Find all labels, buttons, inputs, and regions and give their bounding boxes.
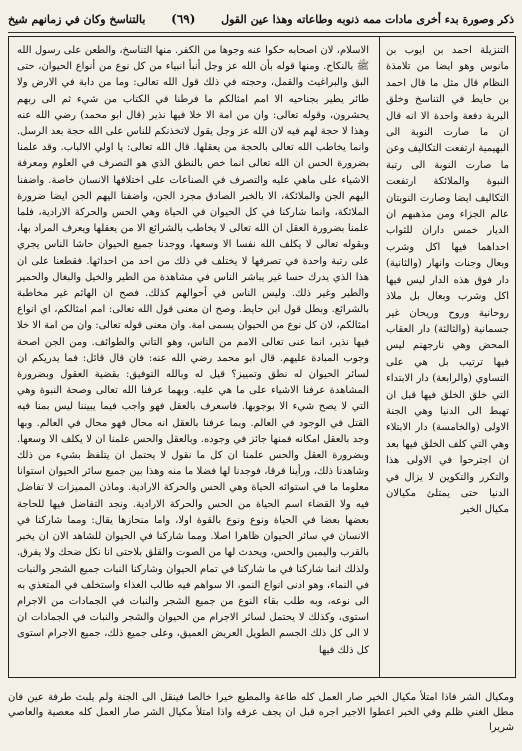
footer-text: ومكيال الشر فاذا امتلأ مكيال الخير صار العمل كله طاعة والمطيع خيرا خالصا فينقل الى الجنة ولم يلبث طرفة عين فان مطل الغني ظلم وفي الخبر اعطوا الاجير اجره قبل ان يجف عرقه واذا امتلأ مكيال الشر صار العمل كله معصية والعاصي شريرا: [8, 692, 514, 733]
page-number: (٦٩): [171, 12, 196, 26]
side-column-heading: بالتناسخ وكان في زمانهم شيخ: [8, 12, 146, 26]
main-body-text: الاسلام، لان اصحابه حكوا عنه وجوها من الكفر. منها التناسخ، والطعن على رسول الله ﷺ بالنكاح. ومنها قوله بأن الله عز وجل أنبأ انبياء من كل نوع من أنواع الحيوان، حتى البق والبراغيث والقمل، وحجته في ذلك قول الله تعالى: وما من دابة في الارض ولا طائر يطير بجناحيه الا امم امثالكم ما فرطنا في الكتاب من شيء ثم الى ربهم يحشرون، وقوله تعالى: وان من امة الا خلا فيها نذير (قال ابو محمد) رضي الله عنه وهذا لا حجة لهم فيه لان الله عز وجل يقول لاتخذنكم للناس على الله حجة بعد الرسل. وانما يخاطب الله تعالى بالحجة من يعقلها. قال الله تعالى: يا اولي الالباب. وقد علمنا بضرورة الحس ان الله تعالى انما خص بالنطق الذي هو التصرف في العلوم ومعرفة الاشياء على ماهي عليه والتصرف في الصناعات على اختلافها الانسان خاصة. واضفنا اليهم الجن والملائكة، الا بالخبر الصادق مجرد الجن، واضفنا اليهم الجن ايضا ضرورة الملائكة، وانما شاركنا في كل الحيوان في الحياة وهي الحس والحركة الارادية، فلما علمنا بضرورة العقل ان الله تعالى لا يخاطب بالشرائع الا من يعقلها ويعرف المراد بها، وبقوله تعالى لا يكلف الله نفسا الا وسعها، ووجدنا جميع الحيوان حاشا الناس يجري على رتبة واحدة في تصرفها لا يختلف في ذلك من احد من احداثها. فقطعنا على ان هذا الذي يدرك حسا غير يباشر الناس في مشاهدة من الطير والخيل والبغال والحمير والطير وغير ذلك. وليس الناس في أحوالهم كذلك. فصح ان الهائم غير مخاطبة بالشرائع. وبطل قول ابن حايط. وصح ان معنى قول الله تعالى: امم امثالكم، اي انواع امثالكم، لان كل نوع من الحيوان يسمى امة. وان معنى قوله تعالى: وان من امة الا خلا فيها نذير، انما عنى تعالى الامم من الناس، وهو التاني والطوائف. ومن الجن اصحة وجوب المبادة عليهم. قال ابو محمد رضي الله عنه: فان قال قائل: فما يدريكم ان لسائر الحيوان له نطق وتمييز؟ قيل له وبالله التوفيق: بقضية العقول وبضرورة المشاهدة عرفنا الاشياء على ما هي عليه. وبهما عرفنا الله تعالى وصحة النبوة وهي التي لا يصح شيء الا بوجوبها. فاسعرف بالعقل فهو واجب فيما يبيننا ليس بمنا فيه القتل في الوجود في العالم. وبما عرفنا بالعقل انه محال فهو محال في العالم. وبها وجد بالعقل امكانه فمنها جائز في وجوده. وبالعقل والحس علمنا ان لا يكلف الا وسعها. وبضرورة العقل والحس علمنا ان كل ما نقول لا يحتمل ان يتلفظ بشيء من ذلك وشاهدنا ذلك، ورأينا فرقا، فوجدنا لها فضلا ما منه وهذا بين جميع سائر الحيوان استوانا معلوما ما في استوائه الحياة وهي الحس والحركة الارادية. وماذن المميزات لا تفاضل فيه ولا القضاء اسم الحياة من الحس والحركة الارادية. ونجد التفاضل فيها للحاجة بعضها بعضا في الحياة ونوع ونوع بالقوة اولا، واما منحازها يقال: ومما شاركنا في الانسان في سائر الحيوان ظاهرا اصلا. ومما شاركنا في الحيوان للشاهد الان ان يخبر بالقرب واليمين والحس، ويحدث لها من الصوت والقلق بلاحتى انا نكل ضحك ولا يفرق. ولذلك انما شاركنا في ما شاركنا في تمام الحيوان وشاركنا النبات جميع الشجر والنبات في النماء، وهو ادنى انواع النمو، الا سواهم فيه طالب الغذاء واستخلف في المتغذي به الى نوعه، وبه طلب بقاء النوع من جميع الشجر والنبات في الجمادات من الاجرام استوى، وكذلك لا يحتمل لسائر الاجرام من الحيوان والشجر والنبات في الجمادات ان لا الى كل ذلك الجسم الطويل العريض العميق، وعلى جميع ذلك، جميع الاجرام استوى كل ذلك فيها: [17, 45, 369, 656]
margin-commentary-text: التنزيلة احمد بن ايوب بن مانوس وهو ايضا من تلامذة النظام قال مثل ما قال احمد بن حايط في التناسخ وخلق البرية دفعة واحدة الا انه قال ان ما صارت النوبة الى البهيمية ارتفعت التكاليف وعن ما صارت النوبة الى رتبة النبوة والملائكة ارتفعت التكاليف ايضا وصارت النوبتان عالم الجزاء ومن مذهبهم ان الديار خمس داران للثواب احداهما فيها اكل وشرب وبعال وجنات وانهار (والثانية) دار فوق هذه الدار ليس فيها اكل وشرب وبعال بل ملاذ روحانية وروح وريحان غير جسمانية (والثالثة) دار العقاب المحض وهي نارجهنم ليس فيها ترتيب بل هي على التساوي (والرابعة) دار الابتداء التي خلق الخلق فيها قبل ان تهبط الى الدنيا وهي الجنة الاولى (والخامسة) دار الابتلاء وهي التي كلف الخلق فيها بعد ان اجترحوا في الاولى هذا والتكرر والتكوين لا يزال في الدنيا حتى يمتلئ مكيالان مكيال الخير: [386, 45, 509, 516]
main-text-column: [9, 37, 377, 677]
text-frame: [8, 36, 516, 678]
chapter-heading: ذكر وصورة بدء أخرى مادات ممه ذنوبه وطاعاته وهذا عين القول: [221, 12, 514, 26]
page-header: [8, 6, 514, 33]
footer-continuation: [8, 680, 514, 744]
margin-commentary-column: [379, 37, 515, 677]
